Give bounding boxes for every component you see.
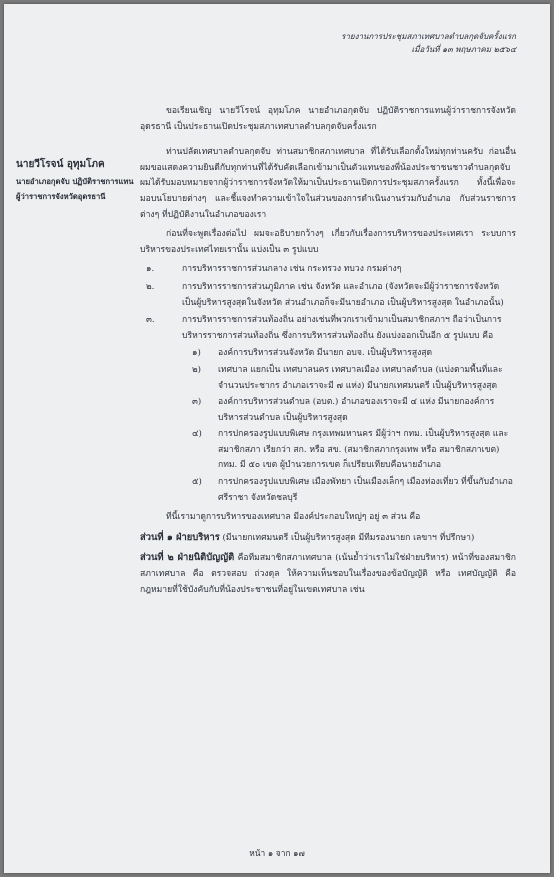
speaker-block	[16, 156, 134, 204]
list-text: เทศบาล แยกเป็น เทศบาลนคร เทศบาลเมือง เทศบาลตำบล (แบ่งตามพื้นที่และจำนวนประชากร อำเภอเราจะมี ๗ แห่ง) มีนายกเทศมนตรี เป็นผู้บริหารสูงสุด	[218, 364, 503, 391]
report-date: เมื่อวันที่ ๑๓ พฤษภาคม ๒๕๖๔	[411, 45, 516, 54]
municipal-structure-paragraph: ทีนี้เรามาดูการบริหารของเทศบาล มีองค์ประกอบใหญ่ๆ อยู่ ๓ ส่วน คือ	[166, 512, 421, 523]
report-header	[341, 30, 516, 56]
admin-overview-paragraph: ก่อนที่จะพูดเรื่องต่อไป ผมจะอธิบายกว้างๆ เกี่ยวกับเรื่องการบริหารของประเทศเรา ระบบการบริหารของประเทศไทยเรานั้น แบ่งเป็น ๓ รูปแบบ	[140, 229, 516, 255]
list-number: ๑)	[192, 348, 201, 359]
admin-types-list	[140, 262, 516, 506]
document-page	[4, 4, 550, 873]
list-item	[140, 262, 516, 278]
section-text: (มีนายกเทศมนตรี เป็นผู้บริหารสูงสุด มีทีมรองนายก เลขาฯ ที่ปรึกษา)	[219, 532, 475, 543]
page-number: หน้า ๑ จาก ๑๗	[249, 848, 305, 858]
opening-paragraph: ท่านปลัดเทศบาลตำบลกุดจับ ท่านสมาชิกสภาเทศบาล ที่ได้รับเลือกตั้งใหม่ทุกท่านครับ ก่อนอื่นผมขอแสดงความยินดีกับทุกท่านที่ได้รับคัดเลือกเข้ามาเป็นตัวแทนของพี่น้องประชาชนชาวตำบลกุดจับ ผมได้รับมอบหมายจากผู้ว่าราชการจังหวัดให้มาเป็นประธานเปิดการประชุมสภาครั้งแรก ทั้งนี้เพื่อจะมอบนโยบายต่างๆ และชี้แจงทำความเข้าใจในส่วนของการดำเนินงานร่วมกับอำเภอ กับส่วนราชการต่างๆ ที่ปฏิบัติงานในอำเภอของเรา	[140, 147, 516, 220]
list-text: องค์การบริหารส่วนตำบล (อบต.) อำเภอของเราจะมี ๔ แห่ง มีนายกองค์การบริหารส่วนตำบล เป็นผู้บริหารสูงสุด	[218, 397, 495, 423]
local-admin-types-list	[140, 346, 516, 506]
list-item	[140, 346, 516, 362]
list-number: ๔)	[192, 429, 202, 440]
section-legislative	[140, 550, 516, 598]
list-number: ๕)	[192, 477, 202, 488]
list-item	[140, 280, 516, 311]
list-item	[140, 427, 516, 474]
list-item	[140, 363, 516, 394]
list-item	[140, 395, 516, 426]
section-executive	[140, 530, 516, 547]
list-number: ๓.	[146, 315, 155, 326]
list-text: การบริหารราชการส่วนกลาง เช่น กระทรวง ทบวง กรมต่างๆ	[182, 264, 402, 275]
list-text: การปกครองรูปแบบพิเศษ กรุงเทพมหานคร มีผู้ว่าฯ กทม. เป็นผู้บริหารสูงสุด และสมาชิกสภา เรียกว่า สก. หรือ สข. (สมาชิกสภากรุงเทพ หรือ สมาชิกสภาเขต) กทม. มี ๕๐ เขต ผู้บำนวยการเขต ก็เปรียบเทียบคือนายอำเภอ	[218, 429, 509, 471]
list-text: การปกครองรูปแบบพิเศษ เมืองพัทยา เป็นเมืองเล็กๆ เมืองท่องเที่ยว ที่ขึ้นกับอำเภอศรีราชา จังหวัดชลบุรี	[218, 477, 513, 503]
list-number: ๒)	[192, 364, 202, 375]
section-text: คือทีมสมาชิกสภาเทศบาล (เน้นย้ำว่าเราไม่ใช่ฝ่ายบริหาร) หน้าที่ของสมาชิกสภาเทศบาล คือ ตรวจสอบ ถ่วงดุล ให้ความเห็นชอบในเรื่องของข้อบัญญัติ หรือ เทศบัญญัติ คือ กฎหมายที่ใช้บังคับกับที่น้องประชาชนที่อยู่ในเขตเทศบาล เช่น	[140, 553, 517, 595]
report-title: รายงานการประชุมสภาเทศบาลตำบลกุดจับครั้งแรก	[341, 32, 516, 41]
list-item	[140, 313, 516, 506]
list-number: ๑.	[146, 264, 155, 275]
list-number: ๓)	[192, 397, 202, 408]
minutes-body	[140, 104, 516, 602]
list-text: การบริหารราชการส่วนภูมิภาค เช่น จังหวัด และอำเภอ (จังหวัดจะมีผู้ว่าราชการจังหวัด เป็นผู้บริหารสูงสุดในจังหวัด ส่วนอำเภอก็จะมีนายอำเภอ เป็นผู้บริหารสูงสุด ในอำเภอนั้น)	[182, 281, 504, 308]
list-number: ๒.	[146, 281, 155, 292]
intro-paragraph: ขอเรียนเชิญ นายวีโรจน์ อุทุมโภค นายอำเภอกุดจับ ปฏิบัติราชการแทนผู้ว่าราชการจังหวัดอุดรธานี เป็นประธานเปิดประชุมสภาเทศบาลตำบลกุดจับครั้งแรก	[140, 106, 516, 132]
speaker-name: นายวีโรจน์ อุทุมโภค	[16, 159, 105, 170]
speaker-role-line2: ผู้ว่าราชการจังหวัดอุดรธานี	[16, 192, 106, 201]
section-label: ส่วนที่ ๑ ฝ่ายบริหาร	[140, 531, 220, 543]
speaker-role-line1: นายอำเภอกุดจับ ปฏิบัติราชการแทน	[16, 177, 134, 186]
list-item	[140, 475, 516, 506]
section-label: ส่วนที่ ๒ ฝ่ายนิติบัญญัติ	[140, 552, 235, 564]
list-text: องค์การบริหารส่วนจังหวัด มีนายก อบจ. เป็นผู้บริหารสูงสุด	[218, 348, 433, 359]
list-text: การบริหารราชการส่วนท้องถิ่น อย่างเช่นที่พวกเราเข้ามาเป็นสมาชิกสภาฯ ถือว่าเป็นการบริหารราชการส่วนท้องถิ่น ซึ่งการบริหารส่วนท้องถิ่น ยังแบ่งออกเป็นอีก ๕ รูปแบบ คือ	[182, 315, 502, 341]
